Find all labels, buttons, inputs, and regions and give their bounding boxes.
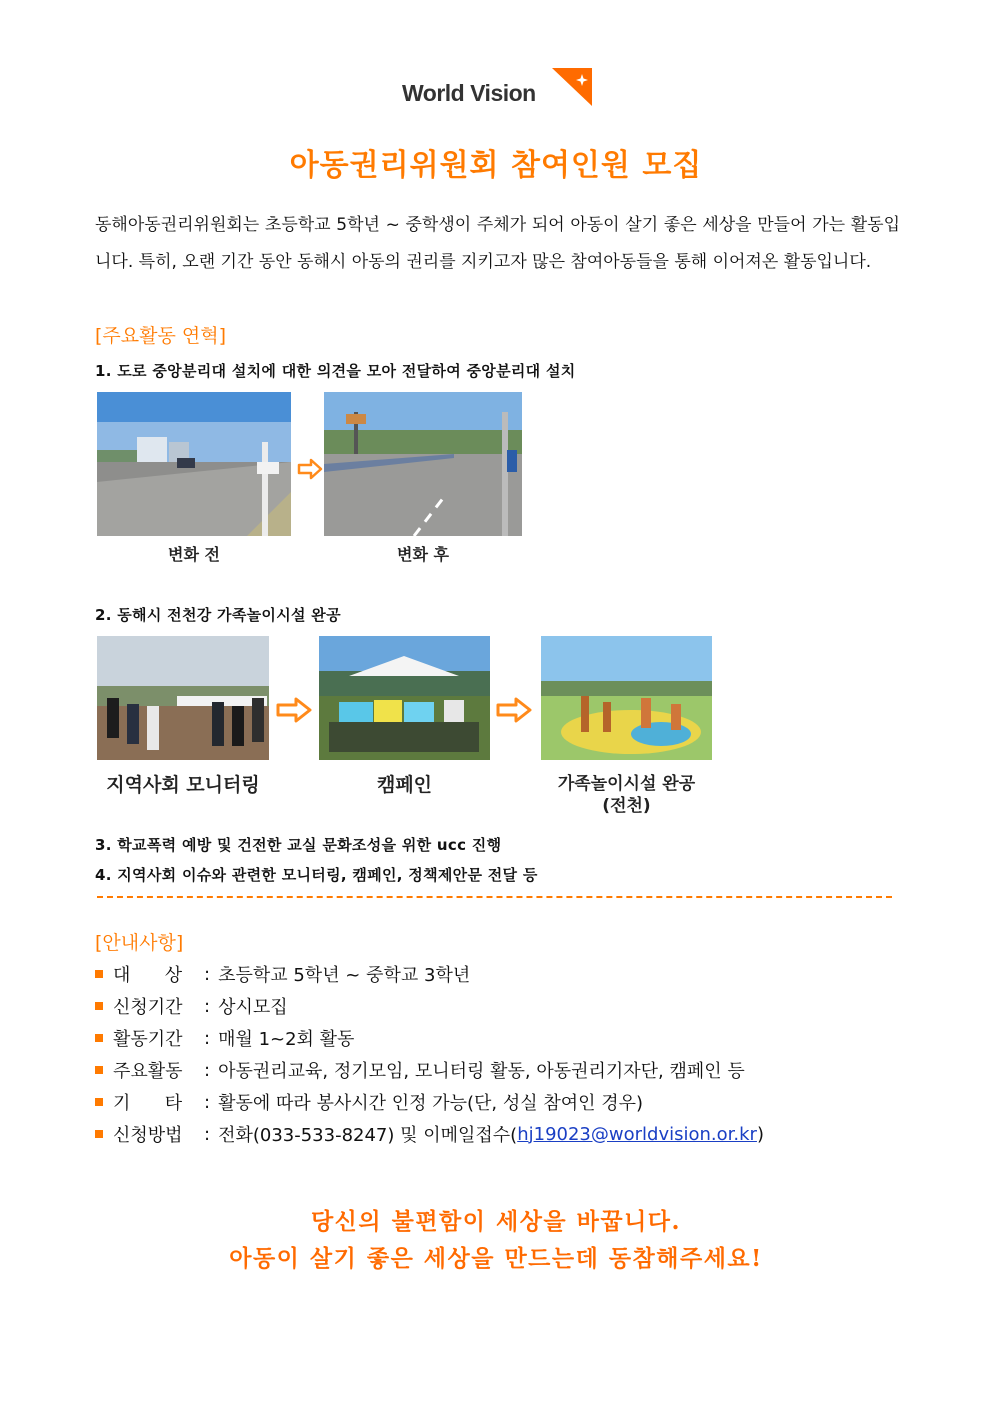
arrow-right-icon [297,458,323,480]
history-item-1: 1. 도로 중앙분리대 설치에 대한 의견을 모아 전달하여 중앙분리대 설치 [95,362,576,380]
square-bullet-icon [95,1130,103,1138]
info-heading: [안내사항] [95,932,184,954]
campaign-photo [319,636,490,760]
info-item-apply-period: 신청기간 : 상시모집 [95,993,288,1019]
history-item-3: 3. 학교폭력 예방 및 건전한 교실 문화조성을 위한 ucc 진행 [95,836,502,854]
history-heading: [주요활동 연혁] [95,325,226,347]
info-value: 활동에 따라 봉사시간 인정 가능(단, 성실 참여인 경우) [218,1093,644,1114]
logo-wedge-icon [548,68,594,108]
info-value: 아동권리교육, 정기모임, 모니터링 활동, 아동권리기자단, 캠페인 등 [218,1061,745,1082]
page-title: 아동권리위원회 참여인원 모집 [289,148,703,183]
info-item-activity-period: 활동기간 : 매월 1~2회 활동 [95,1025,354,1051]
info-label: 대 상 [113,965,183,986]
intro-paragraph: 동해아동권리위원회는 초등학교 5학년 ~ 중학생이 주체가 되어 아동이 살기 좋은 세상을 만들어 가는 활동입니다. 특히, 오랜 기간 동안 동해시 아동의 권리를 지키고자 많은 참여아동들을 통해 이어져온 활동입니다. [95,215,900,272]
email-link[interactable]: hj19023@worldvision.or.kr [517,1123,757,1145]
slogan-line-1: 당신의 불편함이 세상을 바꿉니다. [310,1208,682,1235]
info-label: 기 타 [113,1093,183,1114]
arrow-right-icon [496,697,532,723]
monitoring-photo [97,636,269,760]
info-label: 신청기간 [113,997,183,1018]
square-bullet-icon [95,970,103,978]
info-label: 활동기간 [113,1029,183,1050]
caption-playground-location: (전천) [602,796,651,816]
info-item-apply-method: 신청방법 : 전화(033-533-8247) 및 이메일접수( hj19023@worldvision.or.kr ) [95,1121,764,1147]
square-bullet-icon [95,1066,103,1074]
info-label: 주요활동 [113,1061,183,1082]
info-value: 상시모집 [218,997,288,1018]
caption-playground: 가족놀이시설 완공 [557,774,696,794]
history-item-2: 2. 동해시 전천강 가족놀이시설 완공 [95,606,341,624]
slogan-line-2: 아동이 살기 좋은 세상을 만드는데 동참해주세요! [229,1245,763,1272]
caption-campaign: 캠페인 [376,774,433,796]
square-bullet-icon [95,1098,103,1106]
history-item-4: 4. 지역사회 이슈와 관련한 모니터링, 캠페인, 정책제안문 전달 등 [95,866,538,884]
info-value: 매월 1~2회 활동 [218,1029,355,1050]
square-bullet-icon [95,1002,103,1010]
info-value: 초등학교 5학년 ~ 중학교 3학년 [218,965,471,986]
logo-text: World Vision [402,80,536,106]
caption-before: 변화 전 [168,545,220,564]
info-item-main-activities: 주요활동 : 아동권리교육, 정기모임, 모니터링 활동, 아동권리기자단, 캠페인 등 [95,1057,745,1083]
road-before-photo [97,392,291,536]
caption-after: 변화 후 [397,545,449,564]
square-bullet-icon [95,1034,103,1042]
info-item-other: 기 타 : 활동에 따라 봉사시간 인정 가능(단, 성실 참여인 경우) [95,1089,643,1115]
info-value: 전화(033-533-8247) 및 이메일접수( [218,1125,518,1146]
world-vision-logo [402,68,594,108]
road-after-photo [324,392,522,536]
info-label: 신청방법 [113,1125,183,1146]
info-item-target: 대 상 : 초등학교 5학년 ~ 중학교 3학년 [95,961,470,987]
playground-photo [541,636,712,760]
info-value-suffix: ) [756,1123,764,1145]
dashed-divider [97,896,892,898]
arrow-right-icon [276,697,312,723]
caption-monitoring: 지역사회 모니터링 [106,774,260,796]
